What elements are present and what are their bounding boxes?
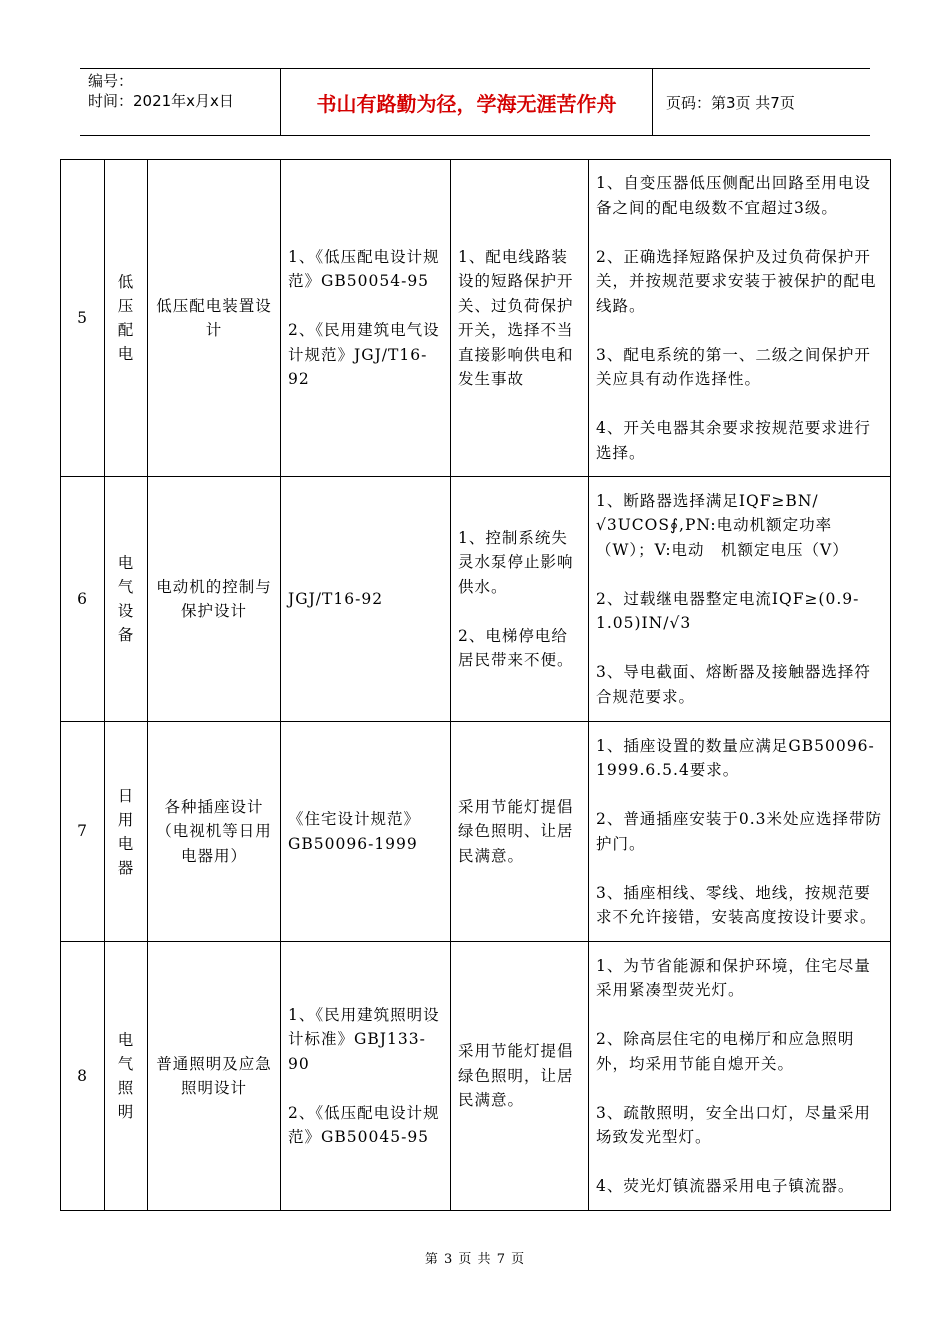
- row-category: [105, 160, 148, 477]
- row-standards: [281, 942, 451, 1211]
- row-requirements: [589, 160, 891, 477]
- requirement-text: 1、插座设置的数量应满足GB50096-1999.6.5.4要求。: [596, 736, 875, 779]
- row-accidents: [451, 160, 589, 477]
- header-meta: [80, 69, 281, 135]
- row-item: 低压配电装置设计: [148, 160, 281, 477]
- requirement-text: 4、开关电器其余要求按规范要求进行选择。: [596, 419, 871, 462]
- design-review-table: [60, 159, 891, 1211]
- category-char: 配: [117, 321, 135, 339]
- accident-text: 采用节能灯提倡绿色照明、让居民满意。: [458, 797, 574, 865]
- page-footer: 第 3 页 共 7 页: [424, 1252, 526, 1267]
- table-row: [61, 477, 891, 722]
- row-number: 7: [61, 722, 105, 942]
- category-char: 明: [117, 1103, 135, 1121]
- row-category: [105, 477, 148, 722]
- requirement-text: 2、过载继电器整定电流IQF≥(0.9-1.05)IN/√3: [596, 589, 860, 633]
- requirement-text: 4、荧光灯镇流器采用电子镇流器。: [596, 1177, 855, 1195]
- row-standards: [281, 477, 451, 722]
- row-number: 5: [61, 160, 105, 477]
- row-standards: [281, 160, 451, 477]
- table-row: [61, 722, 891, 942]
- requirement-text: 1、自变压器低压侧配出回路至用电设备之间的配电级数不宜超过3级。: [596, 174, 871, 217]
- requirement-text: 2、除高层住宅的电梯厅和应急照明外，均采用节能自熄开关。: [596, 1030, 855, 1073]
- page-header: [80, 68, 870, 136]
- accident-text: 2、电梯停电给居民带来不便。: [458, 626, 574, 669]
- standard-text: 1、《低压配电设计规范》GB50054-95: [288, 247, 440, 290]
- category-char: 电: [117, 1031, 135, 1049]
- row-category: [105, 942, 148, 1211]
- requirement-text: 3、导电截面、熔断器及接触器选择符合规范要求。: [596, 663, 871, 706]
- header-motto: 书山有路勤为径，学海无涯苦作舟: [281, 69, 653, 135]
- requirement-text: 2、普通插座安装于0.3米处应选择带防护门。: [596, 810, 883, 853]
- standard-text: JGJ/T16-92: [288, 589, 384, 608]
- table-row: [61, 942, 891, 1211]
- table-row: [61, 160, 891, 477]
- date-label: 时间：2021年x月x日: [88, 92, 234, 110]
- category-char: 气: [117, 578, 135, 596]
- category-char: 电: [117, 834, 135, 853]
- number-label: 编号：: [88, 72, 134, 90]
- row-requirements: [589, 722, 891, 942]
- standard-text: 1、《民用建筑照明设计标准》GBJ133-90: [288, 1005, 440, 1073]
- category-char: 照: [117, 1079, 135, 1097]
- requirement-text: 1、断路器选择满足IQF≥BN/√3UCOS∮,PN:电动机额定功率（W）；V:电动 机额定电压（V）: [596, 491, 849, 559]
- accident-text: 1、配电线路装设的短路保护开关、过负荷保护开关，选择不当直接影响供电和发生事故: [458, 247, 574, 388]
- row-item: 各种插座设计（电视机等日用电器用）: [148, 722, 281, 942]
- requirement-text: 3、插座相线、零线、地线，按规范要求不允许接错，安装高度按设计要求。: [596, 883, 877, 926]
- row-number: 8: [61, 942, 105, 1211]
- requirement-text: 3、配电系统的第一、二级之间保护开关应具有动作选择性。: [596, 345, 871, 388]
- standard-text: 2、《民用建筑电气设计规范》JGJ/T16-92: [288, 321, 440, 388]
- category-char: 电: [117, 345, 135, 363]
- requirement-text: 2、正确选择短路保护及过负荷保护开关，并按规范要求安装于被保护的配电线路。: [596, 247, 877, 315]
- accident-text: 采用节能灯提倡绿色照明，让居民满意。: [458, 1042, 574, 1110]
- category-char: 设: [117, 602, 135, 620]
- standard-text: 2、《低压配电设计规范》GB50045-95: [288, 1103, 440, 1146]
- category-char: 气: [117, 1055, 135, 1073]
- category-char: 备: [117, 626, 135, 644]
- header-page-info: 页码：第3页 共7页: [666, 93, 795, 112]
- row-accidents: [451, 722, 589, 942]
- standard-text: 《住宅设计规范》GB50096-1999: [288, 810, 421, 853]
- row-number: 6: [61, 477, 105, 722]
- category-char: 用: [117, 810, 135, 829]
- category-char: 低: [117, 273, 135, 291]
- row-item: 普通照明及应急照明设计: [148, 942, 281, 1211]
- row-accidents: [451, 477, 589, 722]
- row-requirements: [589, 477, 891, 722]
- row-category: [105, 722, 148, 942]
- category-char: 器: [117, 858, 135, 877]
- accident-text: 1、控制系统失灵水泵停止影响供水。: [458, 528, 574, 596]
- row-item: 电动机的控制与保护设计: [148, 477, 281, 722]
- category-char: 压: [117, 297, 135, 315]
- row-standards: [281, 722, 451, 942]
- requirement-text: 3、疏散照明，安全出口灯，尽量采用场致发光型灯。: [596, 1103, 871, 1146]
- requirement-text: 1、为节省能源和保护环境，住宅尽量采用紧凑型荧光灯。: [596, 956, 871, 999]
- row-accidents: [451, 942, 589, 1211]
- category-char: 日: [117, 786, 135, 805]
- category-char: 电: [117, 554, 135, 572]
- row-requirements: [589, 942, 891, 1211]
